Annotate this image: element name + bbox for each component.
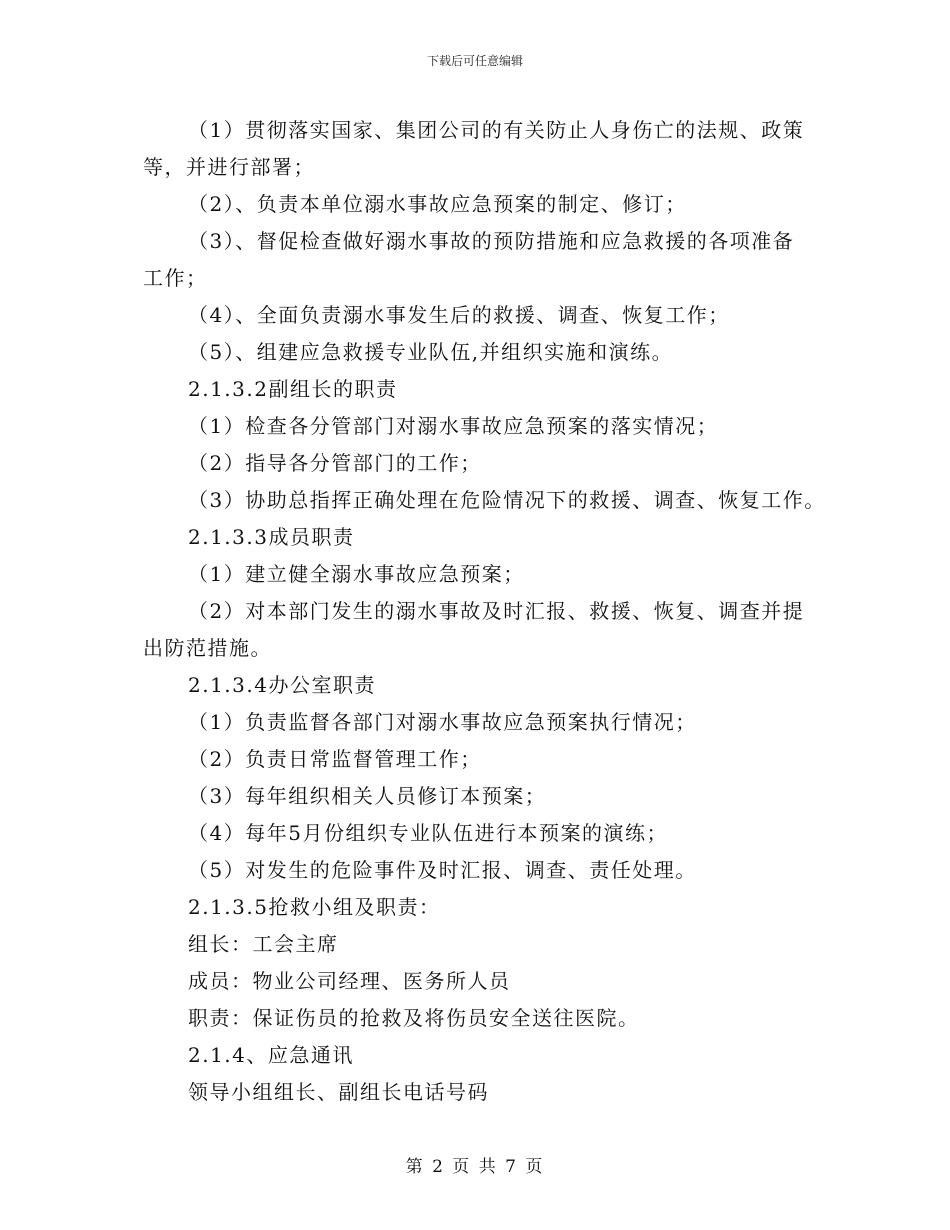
text-line: （1）贯彻落实国家、集团公司的有关防止人身伤亡的法规、政策 [188,118,805,142]
text-line: （4）每年5月份组织专业队伍进行本预案的演练； [188,821,668,845]
page-footer: 第 2 页 共 7 页 [405,1157,545,1177]
text-line: （1）检查各分管部门对溺水事故应急预案的落实情况； [188,414,719,438]
text-line: 职责：保证伤员的抢救及将伤员安全送往医院。 [188,1006,640,1030]
text-line: （4）、全面负责溺水事发生后的救援、调查、恢复工作； [188,303,730,327]
text-line: 组长：工会主席 [188,932,339,956]
text-line: 成员：物业公司经理、医务所人员 [188,969,511,993]
text-line: （2）、负责本单位溺水事故应急预案的制定、修订； [188,192,687,216]
text-line: 出防范措施。 [143,636,272,660]
page-header: 下载后可任意编辑 [426,54,523,68]
text-line: 2.1.4、应急通讯 [188,1043,354,1067]
text-line: 等，并进行部署； [143,155,315,179]
text-line: 2.1.3.3成员职责 [188,525,355,549]
text-line: （5）对发生的危险事件及时汇报、调查、责任处理。 [188,858,697,882]
text-line: （3）每年组织相关人员修订本预案； [188,784,547,808]
text-line: （2）对本部门发生的溺水事故及时汇报、救援、恢复、调查并提 [188,599,805,623]
text-line: 工作； [143,266,208,290]
text-line: 2.1.3.5抢救小组及职责： [188,895,441,919]
text-line: （1）负责监督各部门对溺水事故应急预案执行情况； [188,710,697,734]
text-line: （2）负责日常监督管理工作； [188,747,482,771]
text-line: （3）、督促检查做好溺水事故的预防措施和应急救援的各项准备 [188,229,795,253]
text-line: （1）建立健全溺水事故应急预案； [188,562,525,586]
text-line: 2.1.3.4办公室职责 [188,673,376,697]
text-line: （5）、组建应急救援专业队伍,并组织实施和演练。 [188,340,674,364]
text-line: （2）指导各分管部门的工作； [188,451,482,475]
document-body [143,112,833,1111]
text-line: 2.1.3.2副组长的职责 [188,377,398,401]
text-line: （3）协助总指挥正确处理在危险情况下的救援、调查、恢复工作。 [188,488,826,512]
text-line: 领导小组组长、副组长电话号码 [188,1080,489,1104]
